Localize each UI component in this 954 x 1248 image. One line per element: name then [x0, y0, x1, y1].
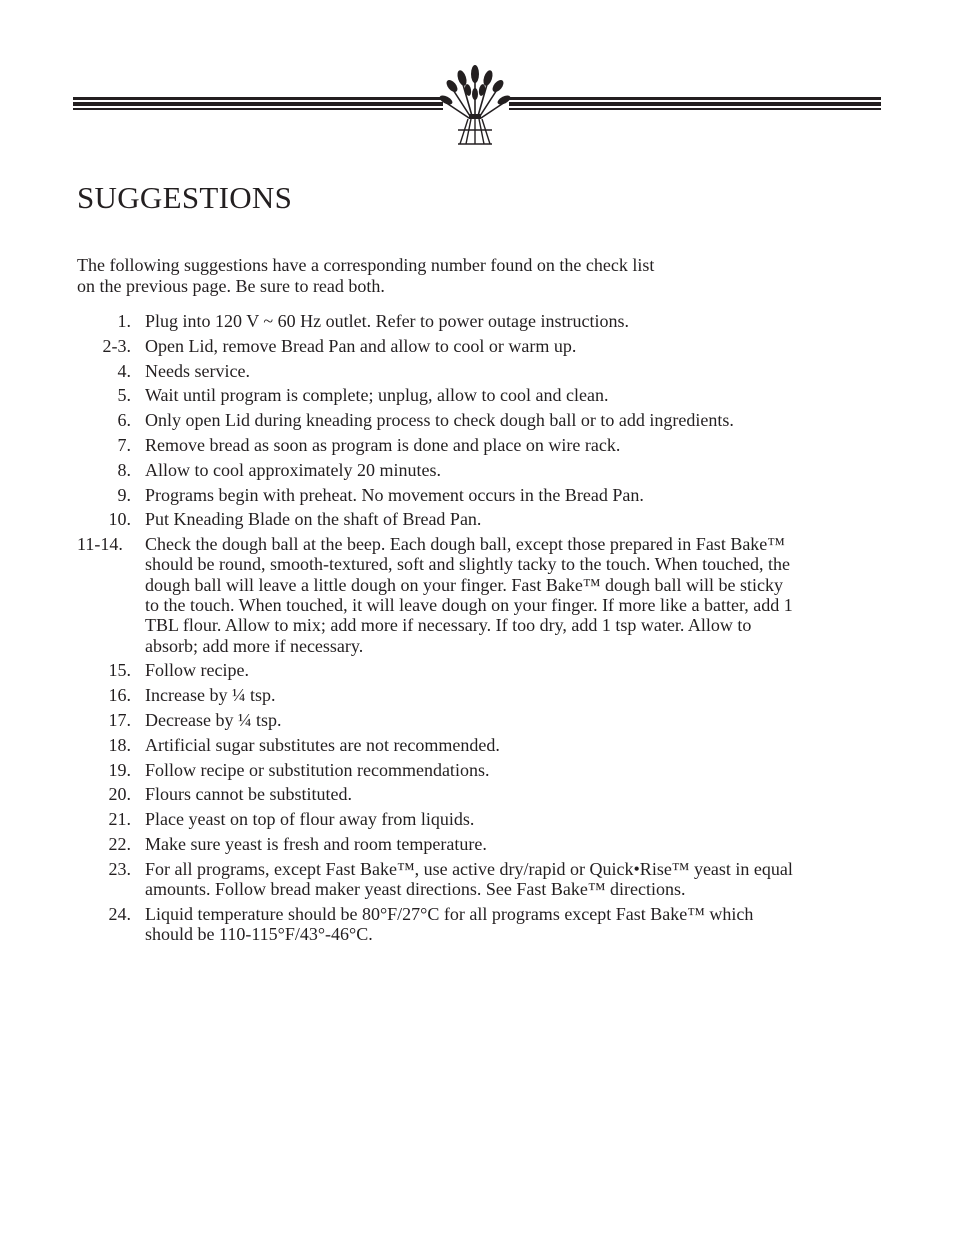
item-number: 5.	[117, 385, 131, 406]
list-item	[77, 784, 797, 804]
item-text: Plug into 120 V ~ 60 Hz outlet. Refer to power outage instructions.	[145, 311, 630, 331]
item-text: Increase by ¼ tsp.	[145, 685, 276, 706]
page-title: SUGGESTIONS	[77, 180, 293, 215]
item-number: 8.	[117, 459, 131, 480]
item-text: Only open Lid during kneading process to check dough ball or to add ingredients.	[145, 410, 734, 431]
item-number: 17.	[108, 710, 131, 731]
wheat-sheaf-icon	[438, 64, 512, 146]
item-number: 7.	[117, 434, 131, 455]
item-text: Flours cannot be substituted.	[145, 784, 352, 805]
item-number: 23.	[108, 858, 131, 879]
list-item	[77, 410, 797, 430]
list-item	[77, 509, 797, 529]
header-rule-left	[73, 96, 443, 112]
list-item	[77, 485, 797, 505]
suggestions-list	[77, 311, 797, 949]
item-text: Programs begin with preheat. No movement occurs in the Bread Pan.	[145, 484, 644, 505]
item-number: 11-14.	[77, 534, 123, 555]
list-item	[77, 735, 797, 755]
list-item	[77, 460, 797, 480]
item-text: Allow to cool approximately 20 minutes.	[145, 459, 441, 480]
list-item	[77, 336, 797, 356]
item-text: Open Lid, remove Bread Pan and allow to cool or warm up.	[145, 335, 577, 356]
item-number: 21.	[108, 809, 131, 830]
item-number: 10.	[108, 509, 131, 530]
item-number: 2-3.	[102, 335, 131, 356]
item-text: Check the dough ball at the beep. Each dough ball, except those prepared in Fast Bake™ should be round, smooth-textured, soft and slightly tacky to the touch. When touched, the dough ball will leave a little dough on your finger. Fast Bake™ dough ball will be sticky to the touch. When touched, it will leave dough on your finger. If more like a batter, add 1 TBL flour. Allow to mix; add more if necessary. If too dry, add 1 tsp water. Allow to absorb; add more if necessary.	[145, 534, 793, 656]
list-item	[77, 534, 797, 656]
intro-text	[77, 255, 777, 296]
item-text: For all programs, except Fast Bake™, use active dry/rapid or Quick•Rise™ yeast in equal amounts. Follow bread maker yeast directions. See Fast Bake™ directions.	[145, 858, 793, 900]
list-item	[77, 809, 797, 829]
item-number: 24.	[108, 903, 131, 924]
list-item	[77, 904, 797, 945]
list-item	[77, 834, 797, 854]
item-number: 1.	[117, 311, 131, 331]
list-item	[77, 859, 797, 900]
item-text: Remove bread as soon as program is done and place on wire rack.	[145, 434, 621, 455]
list-item	[77, 685, 797, 705]
list-item	[77, 311, 797, 331]
list-item	[77, 361, 797, 381]
item-number: 15.	[108, 660, 131, 681]
item-text: Follow recipe or substitution recommendations.	[145, 759, 490, 780]
list-item	[77, 660, 797, 680]
list-item	[77, 435, 797, 455]
list-item	[77, 385, 797, 405]
item-text: Decrease by ¼ tsp.	[145, 710, 282, 731]
item-text: Artificial sugar substitutes are not recommended.	[145, 734, 500, 755]
item-text: Needs service.	[145, 360, 250, 381]
intro-line-1: The following suggestions have a corresponding number found on the check list	[77, 255, 655, 275]
item-text: Follow recipe.	[145, 660, 249, 681]
item-number: 4.	[117, 360, 131, 381]
item-text: Make sure yeast is fresh and room temperature.	[145, 834, 487, 855]
item-text: Put Kneading Blade on the shaft of Bread Pan.	[145, 509, 482, 530]
intro-line-2: on the previous page. Be sure to read both.	[77, 275, 385, 296]
item-text: Liquid temperature should be 80°F/27°C for all programs except Fast Bake™ which should be 110-115°F/43°-46°C.	[145, 903, 754, 945]
header-rule-right	[509, 96, 881, 112]
item-number: 20.	[108, 784, 131, 805]
item-number: 18.	[108, 734, 131, 755]
item-number: 19.	[108, 759, 131, 780]
item-number: 9.	[117, 484, 131, 505]
item-number: 6.	[117, 410, 131, 431]
item-text: Wait until program is complete; unplug, allow to cool and clean.	[145, 385, 609, 406]
list-item	[77, 760, 797, 780]
item-number: 22.	[108, 834, 131, 855]
item-text: Place yeast on top of flour away from liquids.	[145, 809, 475, 830]
item-number: 16.	[108, 685, 131, 706]
list-item	[77, 710, 797, 730]
